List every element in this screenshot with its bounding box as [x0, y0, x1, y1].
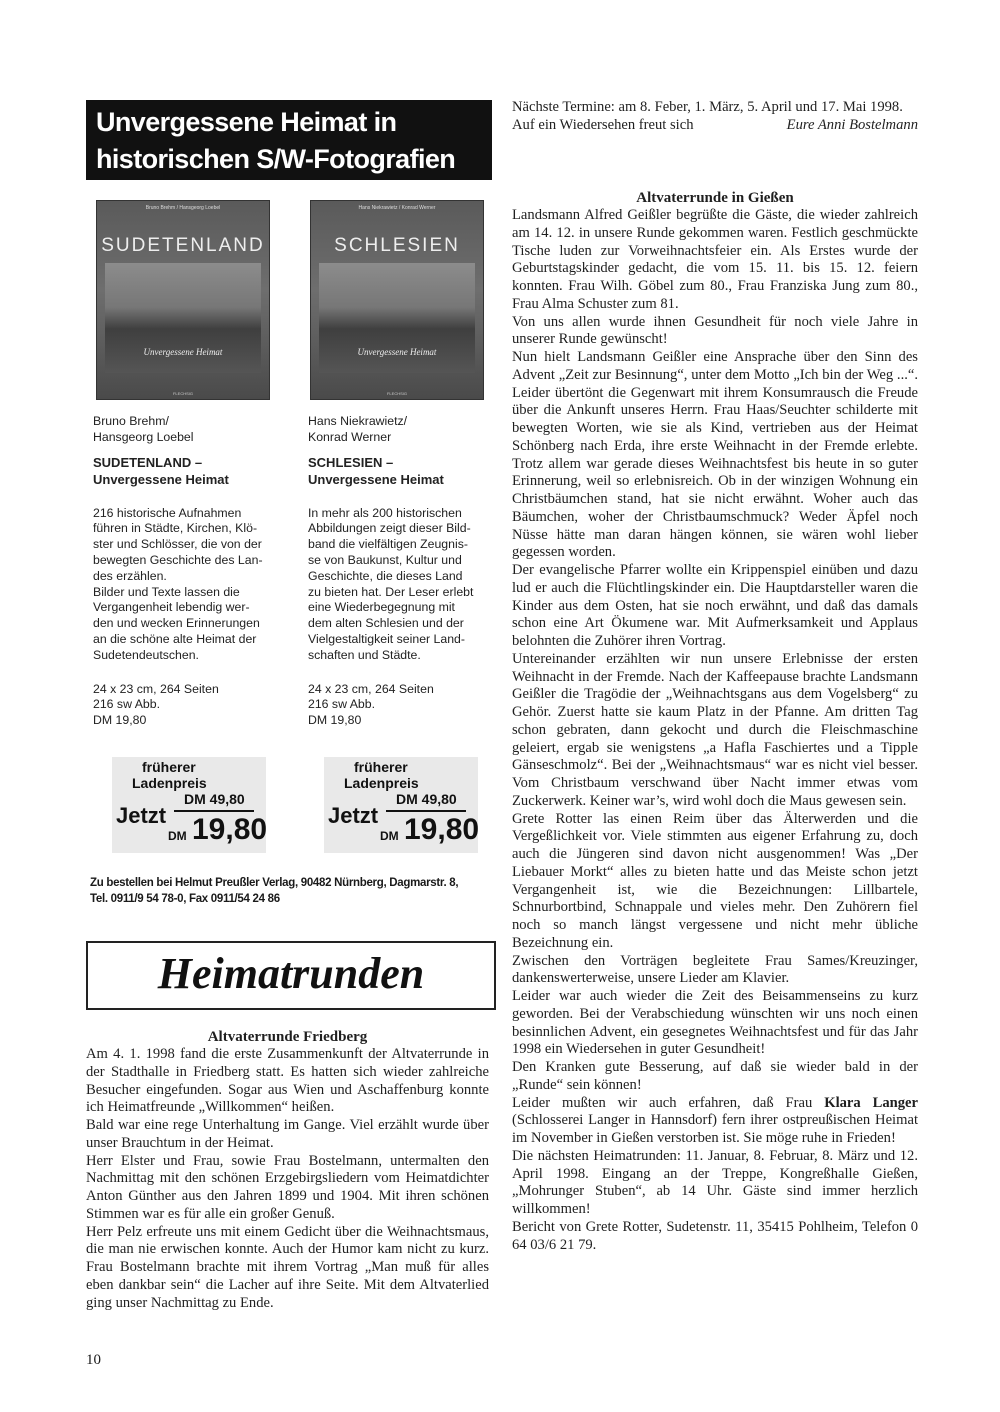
book-author-1: Hans Niekrawietz/ — [308, 414, 408, 428]
description-line: Abbildungen zeigt dieser Bild- — [308, 521, 471, 536]
cover-subtitle: Unvergessene Heimat — [143, 347, 223, 357]
signature: Eure Anni Bostelmann — [786, 116, 918, 133]
book-price: DM 19,80 — [308, 713, 362, 728]
paragraph: Den Kranken gute Besserung, auf daß sie wieder bald in der „Runde“ sein können! — [512, 1059, 918, 1093]
price-box — [112, 757, 266, 853]
book-info-sudetenland — [93, 414, 273, 729]
description-line: dem alten Schlesien und der — [308, 616, 464, 631]
description-line: Bilder und Texte lassen die — [93, 584, 240, 599]
cover-publisher: FLECHSIG — [386, 391, 407, 396]
paragraph: Die nächsten Heimatrunden: 11. Januar, 8. Februar, 8. März und 12. April 1998. Eingang an der Treppe, Kongreßhalle Gießen, „Mohrunger Stuben“, ab 14 Uhr. Gäste sind immer herzlich willkommen! — [512, 1147, 918, 1217]
description-line: Vielgestaltigkeit seiner Land- — [308, 631, 465, 646]
termine-text: Nächste Termine: am 8. Feber, 1. März, 5. April und 17. Mai 1998. — [512, 99, 903, 115]
paragraph: Herr Pelz erfreute uns mit einem Gedicht über die Weihnachtsmaus, die man nie erwischen konnte. Auch der Humor kam nicht zu kurz. Frau Bostelmann brachte mit ihrem Vortrag „Man muß für alles eben dankbar sein“ die Lacher auf ihre Seite. Mit dem Altvaterlied ging unser Nachmittag zu Ende. — [86, 1223, 489, 1311]
book-author-1: Bruno Brehm/ — [93, 414, 169, 428]
description-line: bewegten Geschichte des Lan- — [93, 552, 263, 567]
paragraph: Der evangelische Pfarrer wollte ein Krippenspiel einüben und dazu lud er auch die Flüchtlingskinder ein. Die Hauptdarsteller waren die Kinder aus dem Osten, hat sie noch erwähnt, und daß das damals schon eine Art Ökumene war. Mit Aufmerksamkeit und Applaus belohnten die Zuhörer ihren Vortrag. — [512, 562, 918, 649]
price-old: DM 49,80 — [184, 791, 245, 807]
signature-line — [512, 117, 918, 135]
book-info-schlesien — [308, 414, 488, 729]
termine-block — [512, 99, 918, 135]
page-number: 10 — [86, 1352, 101, 1368]
paragraph: Bald war eine rege Unterhaltung im Gange. Viel erzählt wurde über unser Brauchtum in der Heimat. — [86, 1117, 489, 1151]
description-line: zu bieten hat. Der Leser erlebt — [308, 584, 474, 599]
description-line: führen in Städte, Kirchen, Klö- — [93, 521, 258, 536]
order-phone: Tel. 0911/9 54 78-0, Fax 0911/54 24 86 — [90, 893, 280, 905]
cover-authors: Hans Niekrawietz / Konrad Werner — [358, 205, 436, 211]
book-price: DM 19,80 — [93, 713, 147, 728]
banner-line-2: historischen S/W-Fotografien — [96, 144, 456, 174]
cover-authors: Bruno Brehm / Hansgeorg Loebel — [145, 205, 221, 211]
book-subtitle: Unvergessene Heimat — [93, 471, 229, 487]
farewell: Auf ein Wiedersehen freut sich — [512, 116, 694, 133]
book-specs — [308, 682, 488, 729]
book-description — [93, 506, 273, 664]
title-banner — [86, 100, 492, 180]
obituary-text: (Schlosserei Langer in Hannsdorf) fern ihrer ostpreußischen Heimat im November in Gießen verstorben ist. Sie möge ruhe in Frieden! — [512, 1112, 918, 1146]
article-heading: Altvaterrunde in Gießen — [636, 190, 794, 206]
price-former-label: früherer — [142, 759, 196, 775]
cover-title: SUDETENLAND — [101, 235, 265, 256]
banner-line-1: Unvergessene Heimat in — [96, 107, 397, 137]
book-illustrations: 216 sw Abb. — [93, 697, 160, 712]
paragraph: Von uns allen wurde ihnen Gesundheit für noch viele Jahre in unserer Runde gewünscht! — [512, 313, 918, 348]
paragraph: Am 4. 1. 1998 fand die erste Zusammenkunft der Altvaterrunde in der Stadthalle in Friedberg statt. Es hatten sich wieder zahlreiche Besucher eingefunden. Sogar aus Wien und Aschaffenburg konnte ich Heimatfreunde „Willkommen“ heißen. — [86, 1046, 489, 1116]
description-line: an die schöne alte Heimat der — [93, 631, 257, 646]
description-line: Geschichte, die dieses Land — [308, 568, 463, 583]
obituary-text: Leider mußten wir auch erfahren, daß Frau — [512, 1094, 825, 1111]
book-illustrations: 216 sw Abb. — [308, 697, 375, 712]
book-author-2: Hansgeorg Loebel — [93, 429, 194, 444]
cover-title: SCHLESIEN — [334, 235, 460, 256]
price-now-label: Jetzt — [116, 803, 167, 828]
paragraph: Herr Elster und Frau, sowie Frau Bostelmann, untermalten den Nachmittag mit den schönen Erzgebirgsliedern vom Heimatdichter Anton Günther aus den Jahren 1899 und 1904. Mit ihren schönen Stimmen war es für alle ein großer Genuß. — [86, 1152, 489, 1222]
price-now-label: Jetzt — [328, 803, 379, 828]
price-former-label: früherer — [354, 759, 408, 775]
book-format: 24 x 23 cm, 264 Seiten — [308, 681, 434, 696]
description-line: schaften und Städte. — [308, 647, 421, 662]
paragraph: Nun hielt Landsmann Geißler eine Ansprache über den Sinn des Advent „Zeit zur Besinnung“, unter dem Motto „Ich bin der Weg ...“. Leider übertönt die Gegenwart mit ihrem Konsumrausch die Freude über die Ankunft unseres Herrn. Frau Haas/Seuchter schilderte mit bewegten Worten, wie sie als Kind, vertrieben aus der Heimat Schönberg nach Erda, ihre erste Weihnacht in der Fremde erlebte. Trotz allem war gerade dieses Weihnachtsfest bis heute in so guter Erinnerung, weil so erlebnisreich. Ob in der winzigen Wohnung ein Christbäumchen stand, hat sie nicht erwähnt. Woher auch das Bäumchen, woher der Christbaumschmuck? Weder Äpfel noch Nüsse hätte man daran hängen können, sie wären wohl lieber gegessen worden. — [512, 349, 918, 561]
cover-publisher: FLECHSIG — [172, 391, 193, 396]
book-description — [308, 506, 488, 664]
description-line: den und wecken Erinnerungen — [93, 616, 260, 631]
book-cover-sudetenland — [96, 200, 270, 400]
book-title: SCHLESIEN – — [308, 454, 394, 470]
heimatrunden-heading: Heimatrunden — [86, 941, 496, 1010]
price-list-label: Ladenpreis — [132, 775, 207, 791]
book-cover-schlesien — [310, 200, 484, 400]
description-line: des erzählen. — [93, 568, 167, 583]
paragraph: Grete Rotter las einen Reim über das Älterwerden und die Vergeßlichkeit vor. Viele stimmten aus eigener Erfahrung zu, doch auch die Jüngeren sind davon nicht ausgenommen! Was „Der Liebauer Morkt“ alles zu bieten hatte und das Meiste schon jetzt Vergangenheit ist, wie die Bezeichnungen: Lillbartele, Schnurbortbind, Schnappale und vieles mehr. Den Zuhörern fiel noch so manch längst vergessene und nicht mehr übliche Bezeichnung ein. — [512, 810, 918, 951]
price-box — [324, 757, 478, 853]
paragraph: Bericht von Grete Rotter, Sudetenstr. 11, 35415 Pohlheim, Telefon 0 64 03/6 21 79. — [512, 1218, 918, 1253]
paragraph: Landsmann Alfred Geißler begrüßte die Gäste, die wieder zahlreich am 14. 12. in unsere Runde gekommen waren. Festlich geschmückte Tische luden zur Vorweihnachtsfeier ein. Als Erstes wurde der Geburtstagskinder gedacht, die vom 15. 11. bis 15. 12. feiern konnten. Frau Wilh. Göbel zum 80., Frau Franziska Jung zum 80., Frau Alma Schuster zum 81. — [512, 207, 918, 312]
book-specs — [93, 682, 273, 729]
book-subtitle: Unvergessene Heimat — [308, 471, 444, 487]
description-line: band die vielfältigen Zeugnis- — [308, 537, 468, 552]
article-heading: Altvaterrunde Friedberg — [207, 1029, 368, 1045]
description-line: In mehr als 200 historischen — [308, 505, 462, 520]
price-divider — [174, 810, 254, 812]
description-line: Vergangenheit lebendig wer- — [93, 600, 250, 615]
paragraph: Untereinander erzählten wir nun unsere Erlebnisse der ersten Weihnacht in der Fremde. Nach der Kaffeepause brachte Landsmann Geißler die Tragödie der „Weihnachtsgans aus dem Vogelsberg“ zu Gehör. Zuerst hatte sie kaum Platz in der Pfanne. Am dritten Tag schon gebraten, dann gekocht und durch die Fleischmaschine geleiert, ergab sie wenigstens „a Hafla Faschiertes und a Tipple Gänseschmolz“. Bei der „Weihnachtsmaus“ war es nicht viel besser. Vom Christbaum verschwand über Nacht immer etwas vom Zuckerwerk. Keiner war’s, wird wohl doch die Maus gewesen sein. — [512, 650, 918, 809]
book-title: SUDETENLAND – — [93, 454, 203, 470]
article-friedberg — [86, 1028, 489, 1312]
order-info — [90, 875, 490, 907]
price-currency: DM — [168, 829, 187, 843]
book-author-2: Konrad Werner — [308, 429, 392, 444]
price-new: 19,80 — [192, 813, 268, 846]
paragraph: Leider war auch wieder die Zeit des Beisammenseins zu kurz geworden. Bei der Verabschiedung wünschten wir uns noch einen besinnlichen Advent, ein gesegnetes Weihnachtsfest und für das Jahr 1998 ein Wiedersehen in guter Gesundheit! — [512, 988, 918, 1058]
paragraph: Zwischen den Vorträgen begleitete Frau Sames/Kreuzinger, dankenswerterweise, unsere Lieder am Klavier. — [512, 952, 918, 987]
description-line: Sudetendeutschen. — [93, 647, 199, 662]
description-line: ster und Schlösser, die von der — [93, 537, 262, 552]
book-format: 24 x 23 cm, 264 Seiten — [93, 681, 219, 696]
price-currency: DM — [380, 829, 399, 843]
price-new: 19,80 — [404, 813, 480, 846]
paragraph-obituary — [512, 1095, 918, 1148]
article-giessen — [512, 189, 918, 1254]
description-line: se von Baukunst, Kultur und — [308, 552, 462, 567]
obituary-name: Klara Langer — [824, 1094, 918, 1111]
description-line: eine Wiederbegegnung mit — [308, 600, 455, 615]
price-list-label: Ladenpreis — [344, 775, 419, 791]
order-address: Zu bestellen bei Helmut Preußler Verlag, 90482 Nürnberg, Dagmarstr. 8, — [90, 877, 459, 889]
description-line: 216 historische Aufnahmen — [93, 505, 242, 520]
price-divider — [386, 810, 466, 812]
price-old: DM 49,80 — [396, 791, 457, 807]
cover-subtitle: Unvergessene Heimat — [357, 347, 437, 357]
